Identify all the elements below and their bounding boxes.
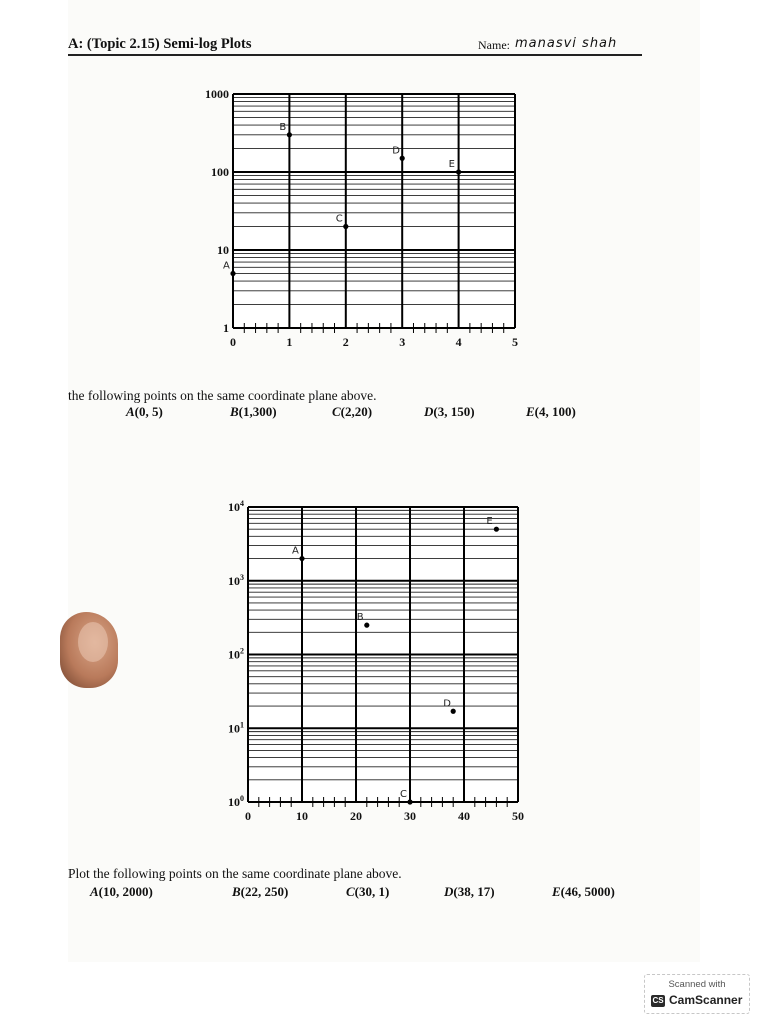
plot2-y-tick-label	[228, 499, 244, 514]
problem1-point-c-coords: (2,20)	[340, 404, 373, 419]
plot1-point-label: D	[392, 145, 400, 157]
plot2-x-tick-label: 0	[245, 809, 251, 823]
plot1-point-label: C	[335, 213, 343, 225]
problem1-point-d	[424, 404, 475, 420]
plot2-x-tick-label: 20	[350, 809, 362, 823]
plot1-plotted-point	[230, 271, 235, 276]
problem2-point-e-name: E	[552, 884, 561, 899]
plot2-point-label: A	[292, 545, 299, 557]
problem2-point-b-coords: (22, 250)	[240, 884, 289, 899]
plot2-y-tick-label	[228, 647, 244, 662]
problem1-point-b-name: B	[230, 404, 239, 419]
plot1-point-label: E	[448, 159, 455, 170]
plot1-x-tick-label: 2	[342, 335, 349, 349]
problem1-point-e-name: E	[526, 404, 535, 419]
plot2-plotted-point	[451, 709, 456, 714]
semilog-plot-1	[180, 80, 540, 360]
problem2-point-d	[444, 884, 495, 900]
plot1-y-tick-label: 100	[211, 165, 229, 179]
plot1-point-label: B	[279, 121, 287, 133]
semilog-plot-2	[200, 495, 560, 835]
plot2-y-tick-base: 10	[228, 647, 240, 662]
plot2-point-label: C	[400, 789, 407, 800]
plot1-x-tick-label: 4	[455, 335, 462, 349]
plot2-plotted-point	[407, 799, 412, 804]
student-name: manasvi shah	[515, 36, 618, 51]
plot2-point-label: D	[443, 698, 451, 710]
plot2-y-tick-base: 10	[228, 721, 240, 736]
plot2-y-tick-label	[228, 720, 244, 735]
problem1-point-a-name: A	[126, 404, 135, 419]
problem2-point-d-coords: (38, 17)	[453, 884, 495, 899]
problem1-point-a-coords: (0, 5)	[134, 404, 163, 419]
problem2-point-c-name: C	[346, 884, 355, 899]
plot1-plotted-point	[343, 224, 348, 229]
plot2-plotted-point	[364, 623, 369, 628]
problem1-point-b	[230, 404, 277, 420]
plot1-x-tick-label: 3	[399, 335, 406, 349]
problem1-instructions	[68, 388, 377, 404]
problem2-point-b	[232, 884, 288, 900]
problem2-point-b-name: B	[232, 884, 241, 899]
plot1-x-tick-label: 5	[512, 335, 518, 349]
plot1-y-tick-label: 10	[217, 243, 229, 257]
plot1-y-tick-label: 1000	[205, 87, 229, 101]
plot1-plotted-point	[456, 169, 461, 174]
plot1-plotted-point	[400, 156, 405, 161]
plot2-plotted-point	[494, 527, 499, 532]
problem2-prompt: Plot the following points on the same coordinate plane above.	[68, 866, 402, 881]
worksheet-title: A: (Topic 2.15) Semi-log Plots	[68, 36, 252, 52]
plot2-y-tick-exponent: 4	[240, 499, 244, 508]
watermark-caption: Scanned with	[668, 979, 726, 990]
plot2-y-tick-exponent: 3	[240, 572, 244, 582]
plot1-point-label: A	[223, 260, 230, 272]
problem2-point-c	[346, 884, 389, 900]
problem1-point-e-coords: (4, 100)	[534, 404, 576, 419]
plot2-point-label: B	[356, 612, 364, 624]
scanner-thumbnail-highlight	[78, 622, 108, 662]
plot1-x-tick-label: 0	[230, 335, 236, 349]
plot2-y-tick-exponent: 1	[240, 720, 244, 730]
problem1-point-a	[126, 404, 163, 420]
plot1-plot-area	[233, 94, 515, 328]
plot2-y-tick-base: 10	[228, 573, 240, 588]
plot2-x-tick-label: 30	[404, 809, 416, 823]
problem1-point-c	[332, 404, 372, 420]
problem1-point-b-coords: (1,300)	[238, 404, 277, 419]
camscanner-watermark	[644, 974, 750, 1014]
plot2-y-tick-label	[228, 573, 244, 588]
problem2-point-e	[552, 884, 615, 900]
plot1-y-tick-label: 1	[223, 321, 229, 335]
problem2-point-a	[90, 884, 153, 900]
plot2-y-tick-exponent: 0	[240, 794, 244, 803]
plot2-x-tick-label: 40	[458, 809, 470, 823]
plot2-point-label: E	[486, 516, 493, 528]
plot2-y-tick-base: 10	[228, 500, 240, 514]
problem1-point-c-name: C	[332, 404, 341, 419]
plot2-plotted-point	[299, 556, 304, 561]
plot2-y-tick-label	[228, 794, 244, 809]
plot2-x-tick-label: 10	[296, 809, 308, 823]
problem2-point-a-name: A	[90, 884, 99, 899]
name-label: Name:	[478, 38, 510, 52]
problem2-point-a-coords: (10, 2000)	[98, 884, 153, 899]
title-underline	[68, 54, 642, 56]
plot2-y-tick-base: 10	[228, 795, 240, 809]
problem1-point-e	[526, 404, 576, 420]
plot2-y-tick-exponent: 2	[240, 646, 244, 656]
plot1-x-tick-label: 1	[286, 335, 293, 349]
camscanner-logo-icon	[651, 995, 665, 1007]
problem1-point-d-name: D	[424, 404, 434, 419]
watermark-brand: CamScanner	[669, 993, 743, 1007]
problem2-point-e-coords: (46, 5000)	[560, 884, 615, 899]
problem1-point-d-coords: (3, 150)	[433, 404, 475, 419]
problem1-prompt: the following points on the same coordinate plane above.	[68, 388, 377, 403]
plot2-x-tick-label: 50	[512, 809, 524, 823]
camscanner-logo-text: CS	[652, 996, 664, 1005]
problem2-point-d-name: D	[444, 884, 454, 899]
plot1-plotted-point	[287, 132, 292, 137]
problem2-point-c-coords: (30, 1)	[354, 884, 390, 899]
